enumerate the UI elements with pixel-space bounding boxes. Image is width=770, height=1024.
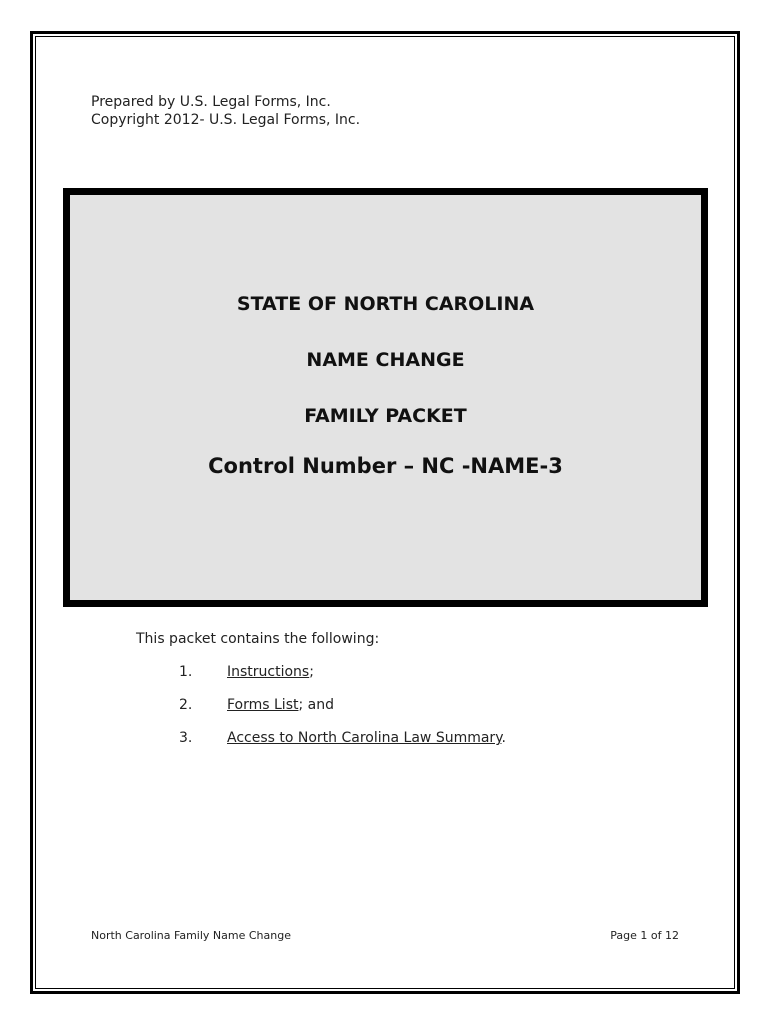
contents-intro: This packet contains the following: (136, 631, 380, 647)
instructions-link[interactable]: Instructions (227, 664, 310, 680)
list-item (179, 697, 334, 713)
prepared-by-text: Prepared by U.S. Legal Forms, Inc. (91, 94, 331, 110)
name-change-title: NAME CHANGE (306, 349, 465, 371)
control-number-title: Control Number – NC -NAME-3 (208, 454, 563, 478)
copyright-text: Copyright 2012- U.S. Legal Forms, Inc. (91, 112, 361, 128)
forms-list-link[interactable]: Forms List (227, 697, 299, 713)
list-item-suffix: ; and (298, 697, 334, 713)
list-item (179, 730, 506, 746)
list-item (179, 664, 314, 680)
prepared-by-block (91, 93, 360, 129)
list-item-suffix: ; (309, 664, 314, 680)
state-title: STATE OF NORTH CAROLINA (236, 293, 535, 315)
law-summary-link[interactable]: Access to North Carolina Law Summary (227, 730, 502, 746)
list-item-number: 3. (179, 730, 193, 746)
title-box (63, 188, 708, 607)
family-packet-title: FAMILY PACKET (304, 405, 467, 427)
list-item-suffix: . (501, 730, 506, 746)
list-item-number: 1. (179, 664, 193, 680)
footer-page-number: Page 1 of 12 (610, 929, 679, 942)
footer-document-title: North Carolina Family Name Change (91, 929, 291, 942)
list-item-number: 2. (179, 697, 193, 713)
